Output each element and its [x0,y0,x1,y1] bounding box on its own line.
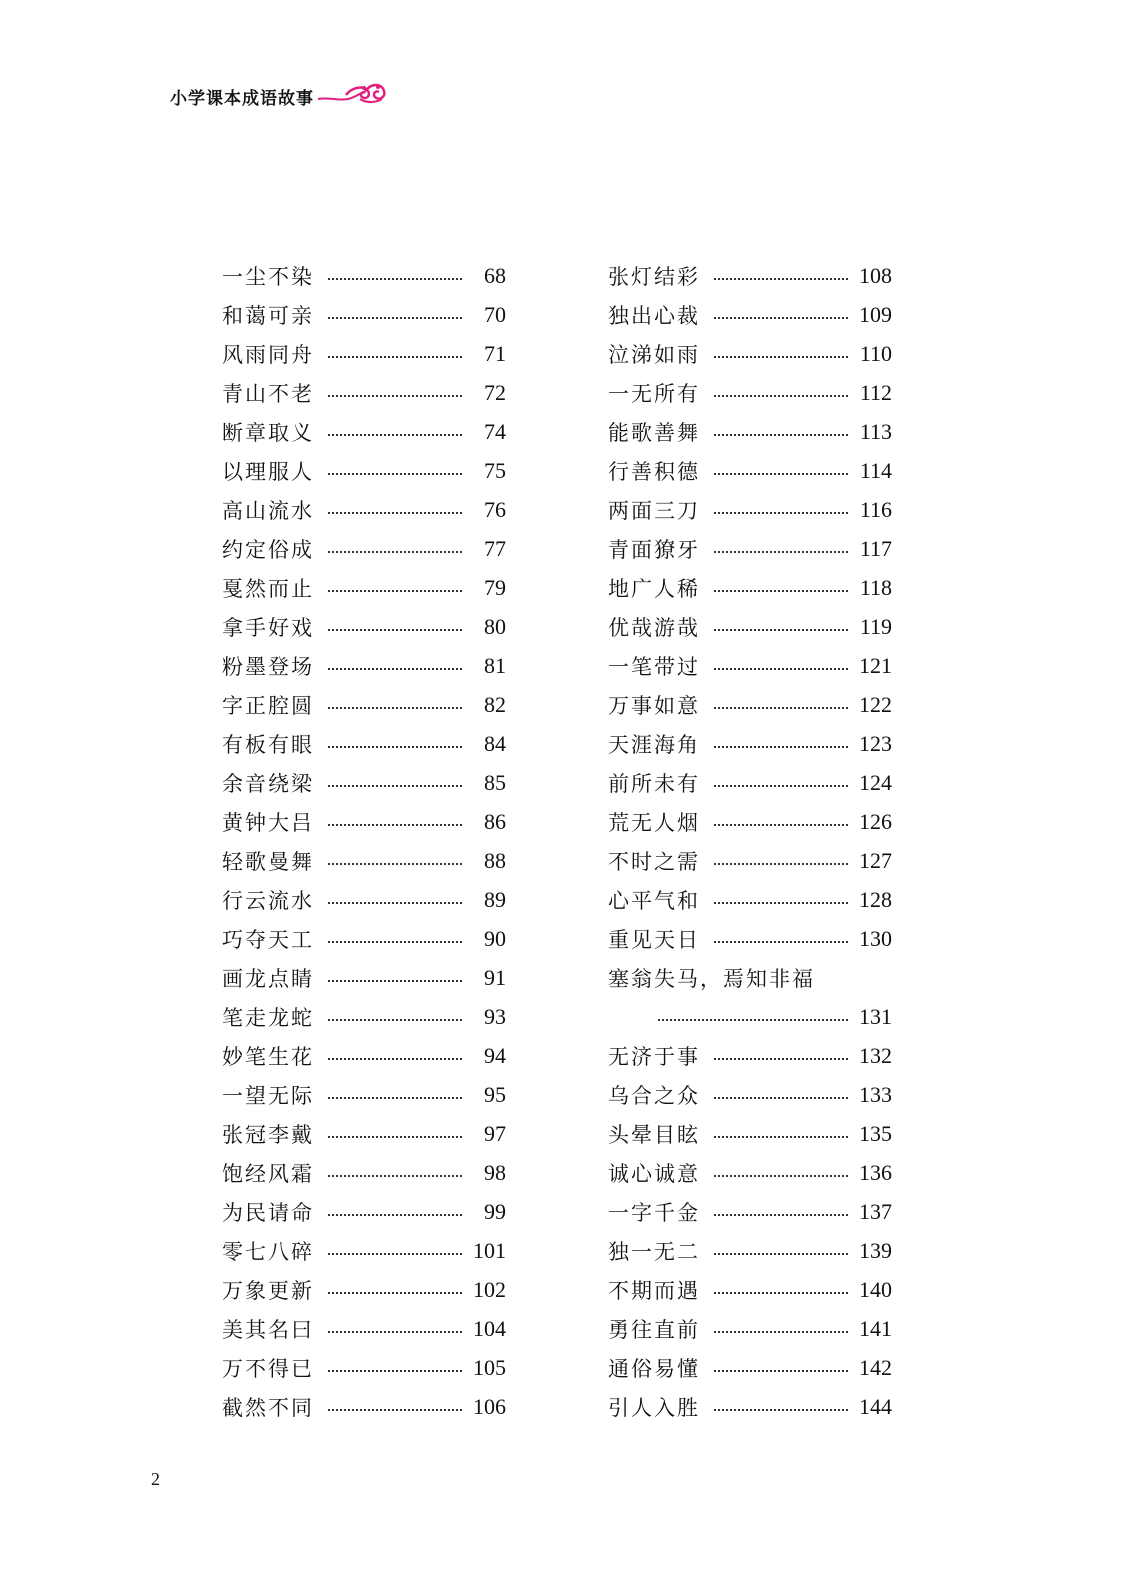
dot-leader [714,1409,848,1411]
toc-entry[interactable] [222,685,506,724]
dot-leader [328,1097,462,1099]
toc-entry-page: 141 [859,1315,892,1341]
toc-entry-title: 截然不同 [222,1395,314,1420]
toc-entry[interactable] [608,529,892,568]
dot-leader [714,629,848,631]
toc-entry-title: 通俗易懂 [608,1356,700,1381]
toc-entry-title: 余音绕梁 [222,771,314,796]
toc-entry[interactable] [608,568,892,607]
toc-entry-page: 105 [473,1354,506,1380]
dot-leader [328,902,462,904]
toc-entry-title: 笔走龙蛇 [222,1005,314,1030]
dot-leader [328,863,462,865]
dot-leader [714,317,848,319]
toc-entry-title: 高山流水 [222,498,314,523]
toc-entry[interactable] [222,841,506,880]
toc-entry-page: 135 [859,1120,892,1146]
toc-entry[interactable] [222,1036,506,1075]
toc-entry-title: 地广人稀 [608,576,700,601]
toc-entry[interactable] [222,451,506,490]
toc-entry[interactable] [222,1153,506,1192]
dot-leader [714,902,848,904]
book-title: 小学课本成语故事 [170,88,314,109]
toc-entry-title: 约定俗成 [222,537,314,562]
toc-entry[interactable] [222,568,506,607]
toc-entry-title: 万象更新 [222,1278,314,1303]
dot-leader [714,1058,848,1060]
dot-leader [328,278,462,280]
toc-entry[interactable] [608,412,892,451]
dot-leader [714,1253,848,1255]
toc-entry-page: 94 [484,1042,506,1068]
toc-entry[interactable] [608,1036,892,1075]
toc-entry[interactable] [222,919,506,958]
toc-entry-title: 戛然而止 [222,576,314,601]
dot-leader [714,746,848,748]
dot-leader [328,980,462,982]
toc-entry[interactable] [608,295,892,334]
toc-entry-page: 133 [859,1081,892,1107]
toc-entry-title: 为民请命 [222,1200,314,1225]
toc-entry[interactable] [608,490,892,529]
dot-leader [328,785,462,787]
toc-entry-title: 头晕目眩 [608,1122,700,1147]
toc-entry[interactable] [608,1231,892,1270]
toc-entry[interactable] [608,880,892,919]
toc-entry-page: 126 [859,808,892,834]
toc-entry-page: 76 [484,496,506,522]
toc-entry[interactable] [608,763,892,802]
dot-leader [328,668,462,670]
toc-entry-page: 124 [859,769,892,795]
toc-entry[interactable] [222,997,506,1036]
dot-leader [714,590,848,592]
toc-entry-title: 饱经风霜 [222,1161,314,1186]
toc-entry-page: 77 [484,535,506,561]
toc-entry-title: 青面獠牙 [608,537,700,562]
toc-entry-page: 123 [859,730,892,756]
toc-entry[interactable] [222,1231,506,1270]
dot-leader [328,512,462,514]
dot-leader [328,1175,462,1177]
toc-entry-page: 80 [484,613,506,639]
toc-entry[interactable] [608,373,892,412]
toc-entry-title: 乌合之众 [608,1083,700,1108]
dot-leader [714,1097,848,1099]
dot-leader [714,941,848,943]
toc-entry-title: 前所未有 [608,771,700,796]
toc-entry-title: 不期而遇 [608,1278,700,1303]
toc-entry[interactable] [608,841,892,880]
toc-entry-title: 塞翁失马，焉知非福 [608,966,815,991]
dot-leader [328,629,462,631]
dot-leader [714,1136,848,1138]
toc-entry-title: 天涯海角 [608,732,700,757]
dot-leader [328,1331,462,1333]
toc-entry[interactable] [222,1270,506,1309]
toc-entry-page: 90 [484,925,506,951]
toc-entry-title: 和蔼可亲 [222,303,314,328]
toc-entry-title: 两面三刀 [608,498,700,523]
toc-entry-page: 99 [484,1198,506,1224]
dot-leader [714,824,848,826]
toc-entry-page: 68 [484,262,506,288]
dot-leader [714,1331,848,1333]
toc-entry-title: 拿手好戏 [222,615,314,640]
dot-leader [328,1292,462,1294]
toc-entry-title: 画龙点睛 [222,966,314,991]
toc-entry-title: 风雨同舟 [222,342,314,367]
toc-entry-title: 引人入胜 [608,1395,700,1420]
toc-entry-title: 美其名曰 [222,1317,314,1342]
toc-entry-title: 心平气和 [608,888,700,913]
toc-entry[interactable] [222,958,506,997]
toc-entry-page: 95 [484,1081,506,1107]
dot-leader [714,1175,848,1177]
toc-entry-page: 101 [473,1237,506,1263]
toc-entry-page: 114 [859,457,892,483]
toc-entry-title: 勇往直前 [608,1317,700,1342]
toc-entry-title: 诚心诚意 [608,1161,700,1186]
toc-entry[interactable] [608,1348,892,1387]
toc-entry[interactable] [608,334,892,373]
toc-entry[interactable] [222,646,506,685]
toc-entry-title: 青山不老 [222,381,314,406]
toc-entry[interactable] [222,334,506,373]
toc-entry[interactable] [608,1270,892,1309]
toc-entry-title: 不时之需 [608,849,700,874]
toc-entry-page: 74 [484,418,506,444]
toc-entry-title: 一望无际 [222,1083,314,1108]
toc-entry-page: 118 [859,574,892,600]
dot-leader [328,317,462,319]
toc-entry-page: 109 [859,301,892,327]
toc-entry-page: 104 [473,1315,506,1341]
toc-entry-title: 一尘不染 [222,264,314,289]
toc-entry-title: 一字千金 [608,1200,700,1225]
toc-entry-page: 136 [859,1159,892,1185]
toc-entry[interactable] [222,373,506,412]
toc-entry[interactable] [608,1192,892,1231]
toc-entry[interactable] [608,724,892,763]
toc-entry[interactable] [222,1192,506,1231]
toc-entry-page: 119 [859,613,892,639]
pink-cloud-swirl-icon [316,79,388,113]
dot-leader [714,473,848,475]
toc-entry[interactable] [608,1309,892,1348]
dot-leader [328,551,462,553]
toc-entry-page: 112 [859,379,892,405]
dot-leader [714,395,848,397]
toc-entry-page: 121 [859,652,892,678]
toc-entry-title: 一无所有 [608,381,700,406]
toc-entry[interactable] [608,685,892,724]
dot-leader [714,278,848,280]
toc-right-column [608,256,892,1426]
toc-entry-title: 独出心裁 [608,303,700,328]
toc-entry-title: 张灯结彩 [608,264,700,289]
toc-entry-title: 能歌善舞 [608,420,700,445]
toc-entry-title: 有板有眼 [222,732,314,757]
dot-leader [328,1253,462,1255]
toc-entry[interactable] [222,490,506,529]
toc-entry[interactable] [222,1075,506,1114]
toc-left-column [222,256,506,1426]
toc-entry-page: 127 [859,847,892,873]
toc-entry-page: 132 [859,1042,892,1068]
dot-leader [328,473,462,475]
toc-entry-page: 137 [859,1198,892,1224]
toc-entry[interactable] [222,802,506,841]
toc-entry-title: 行云流水 [222,888,314,913]
dot-leader [714,512,848,514]
toc-entry-page: 110 [859,340,892,366]
dot-leader [658,1019,848,1021]
toc-entry-page: 139 [859,1237,892,1263]
toc-entry-title: 行善积德 [608,459,700,484]
dot-leader [328,590,462,592]
dot-leader [714,668,848,670]
toc-entry-page: 117 [859,535,892,561]
toc-entry-page: 122 [859,691,892,717]
running-header [170,78,388,114]
toc-entry-page: 142 [859,1354,892,1380]
toc-entry-page: 102 [473,1276,506,1302]
dot-leader [328,1136,462,1138]
dot-leader [714,1292,848,1294]
toc-entry-page: 71 [484,340,506,366]
dot-leader [328,434,462,436]
dot-leader [714,785,848,787]
dot-leader [714,707,848,709]
toc-entry-title: 泣涕如雨 [608,342,700,367]
toc-entry-title: 黄钟大吕 [222,810,314,835]
toc-entry-page: 93 [484,1003,506,1029]
toc-entry[interactable] [608,451,892,490]
toc-entry-title: 万不得已 [222,1356,314,1381]
toc-entry-title: 妙笔生花 [222,1044,314,1069]
toc-entry-page: 82 [484,691,506,717]
toc-entry-page: 72 [484,379,506,405]
dot-leader [714,863,848,865]
dot-leader [714,1370,848,1372]
toc-entry-title: 张冠李戴 [222,1122,314,1147]
toc-entry-page: 81 [484,652,506,678]
toc-entry-page: 86 [484,808,506,834]
toc-entry-title: 零七八碎 [222,1239,314,1264]
dot-leader [328,1058,462,1060]
toc-entry-page: 70 [484,301,506,327]
toc-entry[interactable] [608,256,892,295]
dot-leader [328,1370,462,1372]
toc-entry-page: 113 [859,418,892,444]
toc-entry[interactable] [222,1309,506,1348]
toc-entry-title: 巧夺天工 [222,927,314,952]
toc-entry[interactable] [608,919,892,958]
toc-entry-title: 断章取义 [222,420,314,445]
toc-entry-title: 字正腔圆 [222,693,314,718]
dot-leader [328,1409,462,1411]
dot-leader [328,1214,462,1216]
toc-entry-page: 88 [484,847,506,873]
toc-entry-page: 79 [484,574,506,600]
toc-entry-page: 140 [859,1276,892,1302]
toc-entry[interactable] [608,607,892,646]
toc-entry[interactable] [222,1114,506,1153]
toc-entry[interactable] [608,1387,892,1426]
dot-leader [714,356,848,358]
dot-leader [328,941,462,943]
toc-entry[interactable] [222,724,506,763]
toc-entry-title: 重见天日 [608,927,700,952]
toc-entry-page: 128 [859,886,892,912]
dot-leader [328,395,462,397]
dot-leader [328,707,462,709]
toc-entry-page: 89 [484,886,506,912]
toc-entry-page: 75 [484,457,506,483]
toc-entry-title: 万事如意 [608,693,700,718]
toc-entry[interactable] [222,256,506,295]
toc-entry-title: 一笔带过 [608,654,700,679]
dot-leader [714,1214,848,1216]
toc-entry[interactable] [608,802,892,841]
toc-entry[interactable] [608,1153,892,1192]
toc-entry-title: 以理服人 [222,459,314,484]
toc-entry[interactable] [222,763,506,802]
toc-entry-title: 独一无二 [608,1239,700,1264]
toc-entry[interactable] [608,1075,892,1114]
dot-leader [328,824,462,826]
toc-entry[interactable] [222,529,506,568]
dot-leader [714,434,848,436]
toc-entry-page: 97 [484,1120,506,1146]
toc-entry[interactable] [608,646,892,685]
dot-leader [714,551,848,553]
toc-entry-title: 优哉游哉 [608,615,700,640]
toc-entry[interactable] [222,1348,506,1387]
toc-entry-page: 84 [484,730,506,756]
toc-entry-page: 130 [859,925,892,951]
toc-entry[interactable] [608,958,892,997]
toc-entry[interactable] [608,1114,892,1153]
toc-entry-page: 116 [859,496,892,522]
toc-entry-continuation [608,997,892,1036]
page-number: 2 [151,1469,160,1489]
toc-entry[interactable] [222,412,506,451]
toc-entry-title: 轻歌曼舞 [222,849,314,874]
toc-entry-page: 131 [859,1003,892,1029]
toc-entry-title: 无济于事 [608,1044,700,1069]
toc-entry-page: 85 [484,769,506,795]
toc-entry-page: 98 [484,1159,506,1185]
toc-entry-title: 荒无人烟 [608,810,700,835]
toc-entry-page: 144 [859,1393,892,1419]
dot-leader [328,356,462,358]
toc-entry-page: 106 [473,1393,506,1419]
toc-entry-page: 108 [859,262,892,288]
toc-entry[interactable] [222,880,506,919]
toc-entry-page: 91 [484,964,506,990]
toc-entry-title: 粉墨登场 [222,654,314,679]
toc-entry[interactable] [222,295,506,334]
dot-leader [328,1019,462,1021]
dot-leader [328,746,462,748]
toc-entry[interactable] [222,1387,506,1426]
toc-entry[interactable] [222,607,506,646]
